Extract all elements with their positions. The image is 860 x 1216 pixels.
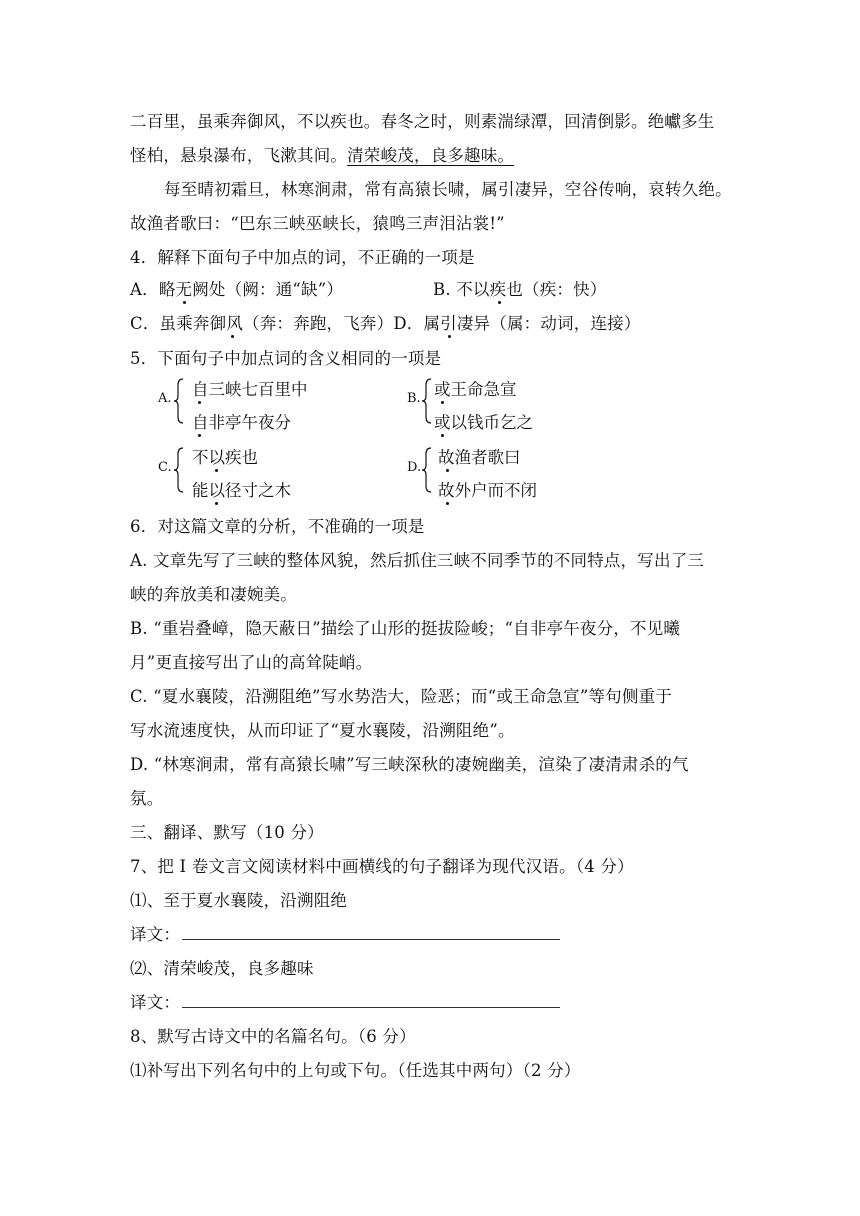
answer-label: 译文：	[130, 925, 181, 944]
q5-c-bottom: 能以径寸之木	[192, 481, 291, 500]
emphasis-dot	[446, 469, 449, 472]
answer-label: 译文：	[130, 993, 181, 1012]
q7-sentence-2: ⑵、清荣峻茂，良多趣味	[130, 959, 314, 978]
emphasis-dot	[215, 502, 218, 505]
q8-sub-question-1: ⑴补写出下列名句中的上句或下句。（任选其中两句）（2 分）	[130, 1061, 581, 1080]
q6-option-b-line2: 月”更直接写出了山的高耸陡峭。	[130, 653, 373, 672]
q5-c-top: 不以疾也	[192, 448, 258, 467]
brace-icon	[421, 446, 433, 494]
q4-option-b: B. 不以疾也（疾：快）	[433, 280, 607, 299]
q5-stem: 5．下面句子中加点词的含义相同的一项是	[130, 349, 442, 368]
q4-stem: 4．解释下面句子中加点的词，不正确的一项是	[130, 248, 475, 267]
passage-line-2-text: 怪柏，悬泉瀑布，飞漱其间。	[130, 146, 348, 165]
passage-line-2	[130, 145, 514, 167]
emphasis-dot	[441, 434, 444, 437]
q6-stem: 6．对这篇文章的分析，不准确的一项是	[130, 517, 425, 536]
underlined-sentence: 清荣峻茂，良多趣味。	[347, 146, 515, 165]
passage-line-3: 每至晴初霜旦，林寒涧肃，常有高猿长啸，属引凄异，空谷传响，哀转久绝。	[164, 180, 732, 199]
passage-line-1: 二百里，虽乘奔御风，不以疾也。春冬之时，则素湍绿潭，回清倒影。绝巘多生	[130, 112, 715, 131]
emphasis-dot	[448, 335, 451, 338]
q5-option-d-label: D.	[407, 460, 422, 475]
brace-icon	[173, 377, 185, 425]
q5-d-top: 故渔者歌曰	[438, 448, 521, 467]
emphasis-dot	[215, 469, 218, 472]
q6-option-b-line1: B. “重岩叠嶂，隐天蔽日”描绘了山形的挺拔险峻；“自非亭午夜分，不见曦	[130, 619, 681, 638]
q6-option-a-line1: A. 文章先写了三峡的整体风貌，然后抓住三峡不同季节的不同特点，写出了三	[130, 551, 705, 570]
brace-icon	[173, 446, 185, 494]
q7-stem: 7、把 I 卷文言文阅读材料中画横线的句子翻译为现代汉语。（4 分）	[130, 857, 634, 876]
q5-option-b-label: B.	[407, 391, 421, 406]
q5-b-bottom: 或以钱币乞之	[434, 413, 533, 432]
answer-blank-2[interactable]	[182, 993, 560, 1008]
q6-option-d-line2: 氛。	[130, 789, 164, 808]
q7-answer-1	[130, 924, 560, 946]
q7-sentence-1: ⑴、至于夏水襄陵，沿溯阻绝	[130, 891, 348, 910]
q5-d-bottom: 故外户而不闭	[438, 481, 537, 500]
q5-a-top: 自三峡七百里中	[192, 380, 308, 399]
brace-icon	[421, 377, 433, 425]
emphasis-dot	[198, 434, 201, 437]
q6-option-a-line2: 峡的奔放美和凄婉美。	[130, 585, 297, 604]
section-three-heading: 三、翻译、默写（10 分）	[130, 823, 324, 842]
q5-option-c-label: C.	[158, 460, 172, 475]
emphasis-dot	[183, 301, 186, 304]
emphasis-dot	[441, 401, 444, 404]
q8-stem: 8、默写古诗文中的名篇名句。（6 分）	[130, 1027, 416, 1046]
q6-option-c-line1: C. “夏水襄陵，沿溯阻绝”写水势浩大，险恶；而“或王命急宣”等句侧重于	[130, 687, 672, 706]
q4-option-c-d: C．虽乘奔御风（奔：奔跑，飞奔）D．属引凄异（属：动词，连接）	[130, 314, 641, 333]
passage-line-4: 故渔者歌曰：“巴东三峡巫峡长，猿鸣三声泪沾裳!”	[130, 214, 505, 233]
q6-option-d-line1: D. “林寒涧肃，常有高猿长啸”写三峡深秋的凄婉幽美，渲染了凄清肃杀的气	[130, 755, 689, 774]
q7-answer-2	[130, 992, 560, 1014]
q5-b-top: 或王命急宣	[434, 380, 517, 399]
answer-blank-1[interactable]	[182, 925, 560, 940]
q6-option-c-line2: 写水流速度快，从而印证了“夏水襄陵，沿溯阻绝”。	[130, 721, 515, 740]
emphasis-dot	[198, 401, 201, 404]
emphasis-dot	[498, 301, 501, 304]
q4-option-a: A．略无阙处（阙：通“缺”）	[130, 280, 344, 299]
q5-option-a-label: A.	[158, 391, 172, 406]
emphasis-dot	[446, 502, 449, 505]
emphasis-dot	[231, 335, 234, 338]
q5-a-bottom: 自非亭午夜分	[192, 413, 291, 432]
